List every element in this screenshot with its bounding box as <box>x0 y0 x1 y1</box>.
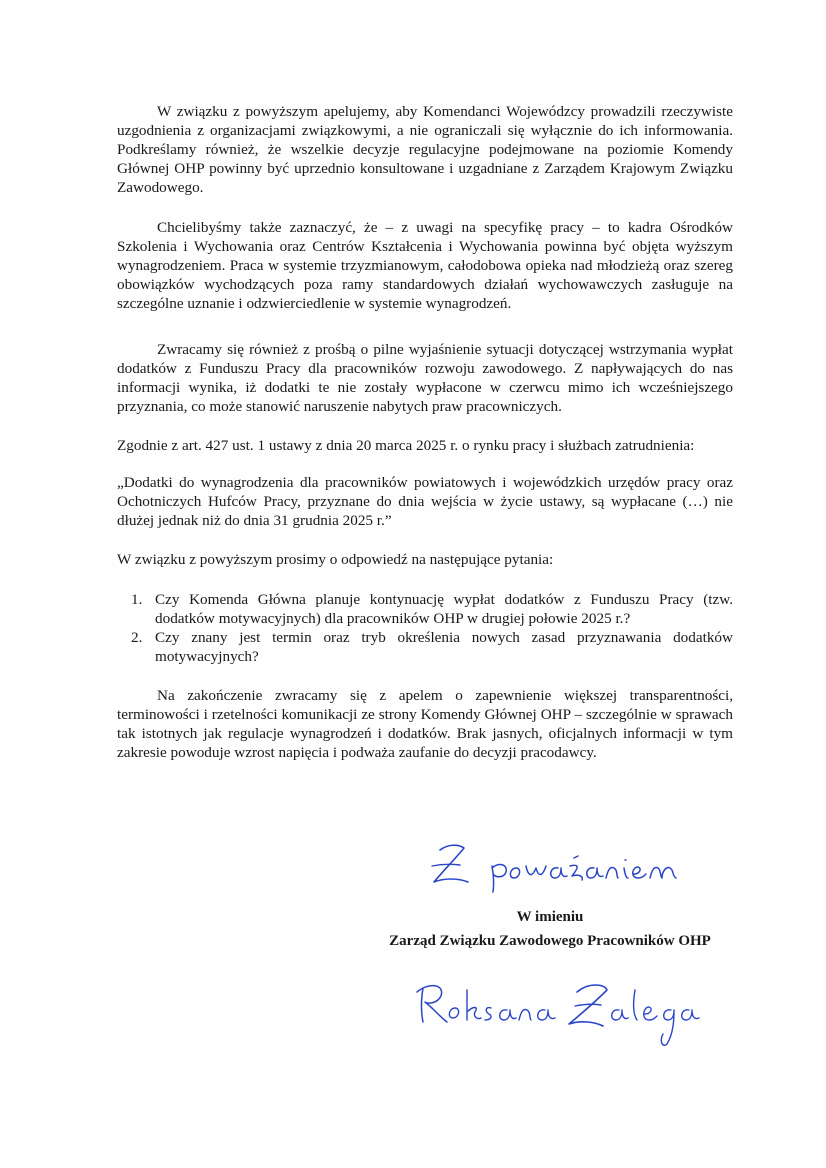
list-item <box>117 628 733 666</box>
list-item-number: 1. <box>131 591 143 608</box>
paragraph-consultation-appeal: W związku z powyższym apelujemy, aby Komendanci Wojewódzcy prowadzili rzeczywiste uzgodnienia z organizacjami związkowymi, a nie ograniczali się wyłącznie do ich informowania. Podkreślamy również, że wszelkie decyzje regulacyjne podejmowane na poziomie Komendy Głównej OHP powinny być uprzednio konsultowane i uzgadniane z Zarządem Krajowym Związku Zawodowego. <box>117 103 733 196</box>
list-item <box>117 590 733 628</box>
paragraph-salary-request: Chcielibyśmy także zaznaczyć, że – z uwagi na specyfikę pracy – to kadra Ośrodków Szkolenia i Wychowania oraz Centrów Kształcenia i Wychowania powinna być objęta wyższym wynagrodzeniem. Praca w systemie trzyzmianowym, całodobowa opieka nad młodzieżą oraz szereg obowiązków wychodzących poza ramy standardowych działań wychowawczych zasługuje na szczególne uznanie i odzwierciedlenie w systemie wynagrodzeń. <box>117 219 733 312</box>
paragraph-bonus-clarification: Zwracamy się również z prośbą o pilne wyjaśnienie sytuacji dotyczącej wstrzymania wypłat dodatków z Funduszu Pracy dla pracowników rozwoju zawodowego. Z napływających do nas informacji wynika, iż dodatki te nie zostały wypłacone w czerwcu mimo ich wcześniejszego przyznania, co może stanowić naruszenie nabytych praw pracowniczych. <box>117 341 733 415</box>
handwritten-signature <box>405 970 705 1052</box>
paragraph-questions-intro: W związku z powyższym prosimy o odpowiedź na następujące pytania: <box>117 551 554 568</box>
questions-list <box>117 590 733 666</box>
list-item-text: Czy znany jest termin oraz tryb określenia nowych zasad przyznawania dodatków motywacyjnych? <box>155 629 733 665</box>
paragraph-legal-reference: Zgodnie z art. 427 ust. 1 ustawy z dnia 20 marca 2025 r. o rynku pracy i służbach zatrudnienia: <box>117 437 695 454</box>
list-item-text: Czy Komenda Główna planuje kontynuację wypłat dodatków z Funduszu Pracy (tzw. dodatków motywacyjnych) dla pracowników OHP w drugiej połowie 2025 r.? <box>155 591 733 627</box>
closing-on-behalf: W imieniu <box>516 909 584 925</box>
handwritten-greeting <box>418 836 698 894</box>
closing-signatory-organization: Zarząd Związku Zawodowego Pracowników OHP <box>389 933 711 949</box>
paragraph-transparency-appeal: Na zakończenie zwracamy się z apelem o zapewnienie większej transparentności, terminowości i rzetelności komunikacji ze strony Komendy Głównej OHP – szczególnie w sprawach tak istotnych jak regulacje wynagrodzeń i dodatków. Brak jasnych, oficjalnych informacji w tym zakresie powoduje wzrost napięcia i podważa zaufanie do decyzji pracodawcy. <box>117 687 733 761</box>
list-item-number: 2. <box>131 629 143 646</box>
paragraph-legal-quote: „Dodatki do wynagrodzenia dla pracowników powiatowych i wojewódzkich urzędów pracy oraz Ochotniczych Hufców Pracy, przyznane do dnia wejścia w życie ustawy, są wypłacane (…) nie dłużej jednak niż do dnia 31 grudnia 2025 r.” <box>117 474 733 529</box>
